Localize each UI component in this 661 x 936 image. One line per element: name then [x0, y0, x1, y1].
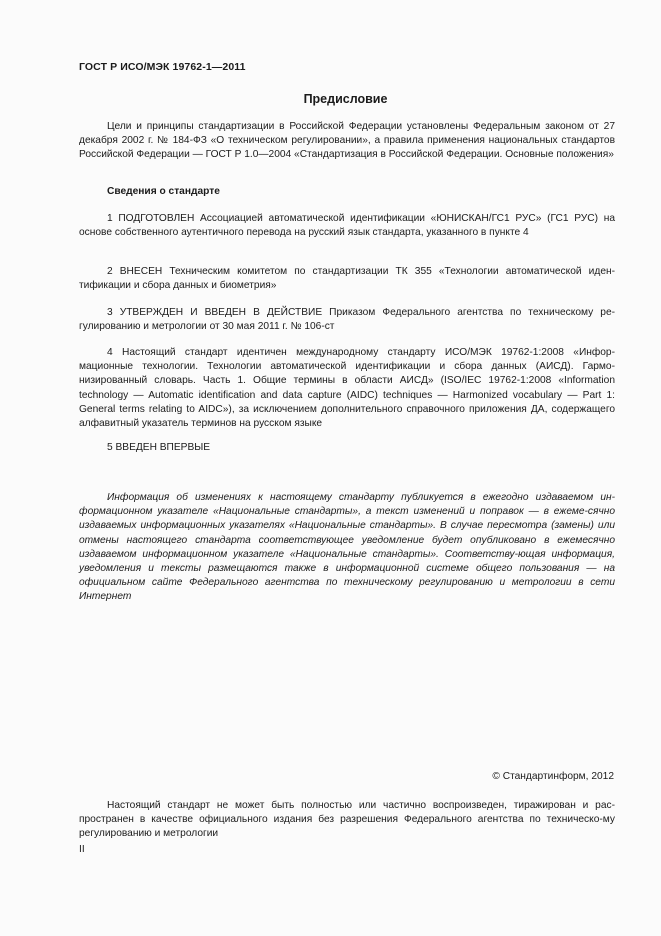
- item-4: 4 Настоящий стандарт идентичен международному стандарту ИСО/МЭК 19762-1:2008 «Инфор-мационные технологии. Технологии автоматической идентификации и сбора данных (АИСД). Гармо-низированный словарь. Часть 1. Общие термины в области АИСД» (ISO/IEC 19762-1:2008 «Information technology — Automatic identification and data capture (AIDC) techniques — Harmonized vocabulary — Part 1: General terms relating to AIDC»), за исключением дополнительного справочного приложения ДА, содержащего алфавитный указатель терминов на русском языке: [79, 347, 615, 430]
- page-title: Предисловие: [303, 92, 388, 106]
- item-5: 5 ВВЕДЕН ВПЕРВЫЕ: [107, 442, 211, 453]
- section-heading: Сведения о стандарте: [107, 186, 220, 197]
- standard-code: ГОСТ Р ИСО/МЭК 19762-1—2011: [79, 61, 246, 73]
- item-2: 2 ВНЕСЕН Техническим комитетом по стандартизации ТК 355 «Технологии автоматической иден-тификации и сбора данных и биометрия»: [79, 266, 615, 292]
- copyright: © Стандартинформ, 2012: [492, 771, 614, 782]
- reproduction-notice: Настоящий стандарт не может быть полностью или частично воспроизведен, тиражирован и рас-пространен в качестве официального издания без разрешения Федерального агентства по техническо-му регулированию и метрологии: [79, 800, 615, 840]
- item-1: 1 ПОДГОТОВЛЕН Ассоциацией автоматической идентификации «ЮНИСКАН/ГС1 РУС» (ГС1 РУС) на основе собственного аутентичного перевода на русский язык стандарта, указанного в пункте 4: [79, 213, 615, 239]
- item-3: 3 УТВЕРЖДЕН И ВВЕДЕН В ДЕЙСТВИЕ Приказом Федерального агентства по техническому ре-гулированию и метрологии от 30 мая 2011 г. № 106-ст: [79, 307, 615, 333]
- changes-notice: Информация об изменениях к настоящему стандарту публикуется в ежегодно издаваемом ин-формационном указателе «Национальные стандарты», а текст изменений и поправок — в ежеме-сячно издаваемых информационных указателях «Национальные стандарты». В случае пересмотра (замены) или отмены настоящего стандарта соответствующее уведомление будет опубликовано в ежемесячно издаваемом информационном указателе «Национальные стандарты». Соответству-ющая информация, уведомления и тексты размещаются также в информационной системе общего пользования — на официальном сайте Федерального агентства по техническому регулированию и метрологии в сети Интернет: [79, 492, 615, 603]
- page-number: II: [79, 844, 85, 855]
- intro-paragraph: Цели и принципы стандартизации в Российской Федерации установлены Федеральным законом от 27 декабря 2002 г. № 184-ФЗ «О техническом регулировании», а правила применения национальных стандартов Российской Федерации — ГОСТ Р 1.0—2004 «Стандартизация в Российской Федерации. Основные положения»: [79, 121, 615, 161]
